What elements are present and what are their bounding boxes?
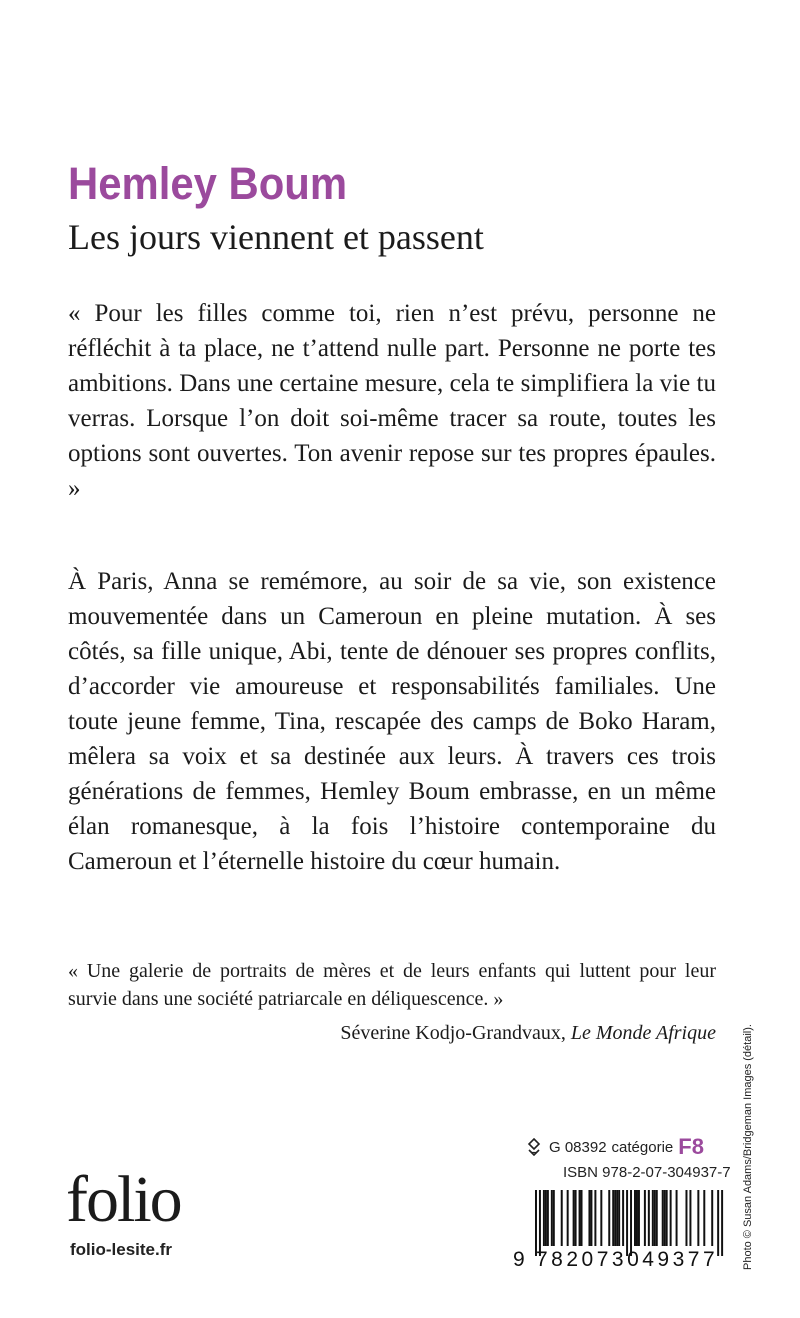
barcode-bar — [608, 1190, 610, 1246]
barcode — [513, 1190, 725, 1272]
barcode-bar — [638, 1190, 640, 1246]
folio-logo: folio — [66, 1163, 181, 1236]
barcode-bar — [703, 1190, 705, 1246]
barcode-bar — [666, 1190, 668, 1246]
barcode-bar — [697, 1190, 699, 1246]
photo-credit: Photo © Susan Adams/Bridgeman Images (détail). — [742, 1024, 754, 1270]
barcode-lead-digit: 9 — [513, 1248, 525, 1271]
category-label: catégorie — [611, 1138, 674, 1156]
barcode-bar — [636, 1190, 638, 1246]
barcode-bar — [622, 1190, 624, 1246]
barcode-bar — [652, 1190, 654, 1246]
barcode-bar — [648, 1190, 650, 1246]
barcode-bar — [561, 1190, 563, 1246]
folio-diamond-mark-icon — [525, 1138, 543, 1156]
review-publication: Le Monde Afrique — [570, 1022, 716, 1044]
barcode-bar — [567, 1190, 569, 1246]
review-critic: Séverine Kodjo-Grandvaux, — [340, 1022, 566, 1044]
barcode-bar — [590, 1190, 592, 1246]
barcode-bar — [685, 1190, 687, 1246]
barcode-bar — [656, 1190, 658, 1246]
author-name: Hemley Boum — [68, 158, 348, 209]
barcode-digits: 782073049377 — [536, 1248, 719, 1271]
barcode-bar — [600, 1190, 602, 1246]
catalog-code-row — [525, 1133, 704, 1161]
barcode-bar — [634, 1190, 636, 1246]
barcode-bar — [539, 1190, 541, 1256]
review-source — [340, 1019, 716, 1047]
barcode-bar — [618, 1190, 620, 1246]
barcode-bar — [721, 1190, 723, 1256]
barcode-bar — [543, 1190, 545, 1246]
book-title: Les jours viennent et passent — [68, 217, 484, 257]
barcode-bar — [644, 1190, 646, 1246]
press-review-quote: « Une galerie de portraits de mères et de leurs enfants qui luttent pour leur survie dans une société patriarcale en déliquescence. » — [68, 960, 716, 1010]
barcode-bar — [575, 1190, 577, 1246]
barcode-bar — [689, 1190, 691, 1246]
barcode-bar — [626, 1190, 628, 1256]
barcode-bar — [535, 1190, 537, 1256]
barcode-bar — [551, 1190, 553, 1246]
barcode-bar — [573, 1190, 575, 1246]
book-description: À Paris, Anna se remémore, au soir de sa vie, son existence mouvementée dans un Cameroun en pleine mutation. À ses côtés, sa fille unique, Abi, tente de dénouer ses propres conflits, d’accorder vie amoureuse et responsabilités familiales. Une toute jeune femme, Tina, rescapée des camps de Boko Haram, mêlera sa voix et sa destinée aux leurs. À travers ces trois générations de femmes, Hemley Boum embrasse, en un même élan romanesque, à la fois l’histoire contemporaine du Cameroun et l’éternelle histoire du cœur humain. — [68, 568, 716, 875]
barcode-bar — [581, 1190, 583, 1246]
barcode-bar — [664, 1190, 666, 1246]
excerpt-quote: « Pour les filles comme toi, rien n’est prévu, personne ne réfléchit à ta place, ne t’attend nulle part. Personne ne porte tes ambitions. Dans une certaine mesure, cela te simplifiera la vie tu verras. Lorsque l’on doit soi-même tracer sa route, toutes les options sont ouvertes. Ton avenir repose sur tes propres épaules. » — [68, 300, 716, 502]
barcode-bar — [614, 1190, 616, 1246]
barcode-bar — [545, 1190, 547, 1246]
barcode-bar — [616, 1190, 618, 1246]
barcode-bar — [594, 1190, 596, 1246]
barcode-bar — [676, 1190, 678, 1246]
publisher-website: folio-lesite.fr — [70, 1240, 173, 1259]
barcode-bar — [547, 1190, 549, 1246]
barcode-bar — [612, 1190, 614, 1246]
catalog-code: G 08392 — [549, 1138, 607, 1156]
barcode-bar — [630, 1190, 632, 1256]
barcode-bar — [662, 1190, 664, 1246]
barcode-bar — [717, 1190, 719, 1256]
barcode-bar — [579, 1190, 581, 1246]
barcode-bar — [670, 1190, 672, 1246]
barcode-bar — [588, 1190, 590, 1246]
isbn: ISBN 978-2-07-304937-7 — [563, 1164, 731, 1181]
barcode-bar — [553, 1190, 555, 1246]
barcode-bar — [711, 1190, 713, 1246]
barcode-bar — [654, 1190, 656, 1246]
category-code: F8 — [678, 1134, 704, 1159]
